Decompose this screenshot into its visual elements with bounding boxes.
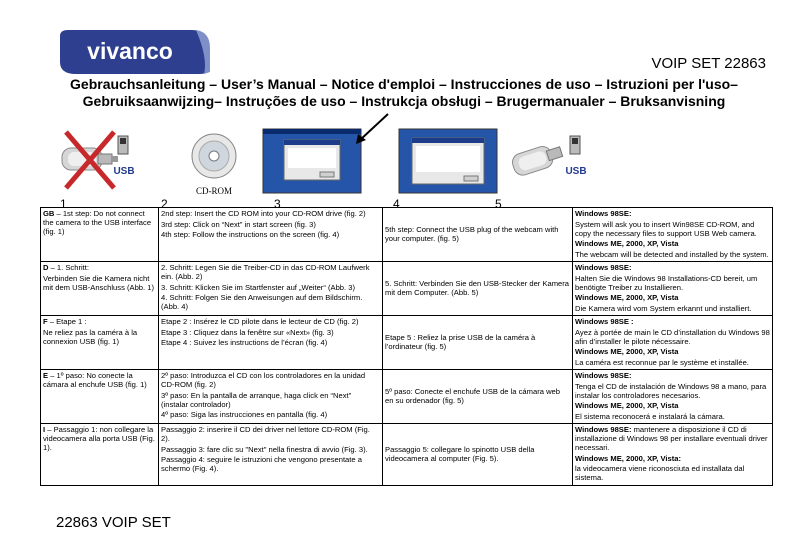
figure-strip (0, 112, 808, 204)
table-cell-col1 (41, 262, 159, 316)
table-cell-col4 (573, 316, 773, 370)
cell-paragraph (575, 293, 770, 302)
cell-bold-text: Windows 98SE : (575, 317, 634, 326)
table-cell-col3 (383, 208, 573, 262)
cell-text: – 1º paso: No conecte la cámara al enchufe USB (fig. 1) (43, 371, 147, 389)
table-cell-col2 (159, 370, 383, 424)
table-cell-col4 (573, 262, 773, 316)
cell-paragraph: Passaggio 3: fare clic su "Next" nella finestra di avvio (Fig. 3). (161, 444, 368, 454)
cell-bold-text: F (43, 317, 48, 326)
cell-text: La caméra est reconnue par le système et installée. (575, 357, 749, 367)
figure-number-2: 2 (161, 197, 168, 211)
table-cell-col4 (573, 424, 773, 486)
cd-label: CD-ROM (195, 186, 233, 196)
cell-bold-text: Windows ME, 2000, XP, Vista (575, 239, 679, 248)
cell-paragraph: 2nd step: Insert the CD ROM into your CD-ROM drive (fig. 2) (161, 209, 366, 218)
cell-paragraph: 4th step: Follow the instructions on the screen (fig. 4) (161, 230, 340, 239)
cell-text: – 1. Schritt: (48, 263, 90, 272)
cell-text: – 1st step: Do not connect the camera to the USB interface (fig. 1) (43, 209, 152, 236)
cell-paragraph (43, 371, 156, 389)
usb-label-2: USB (565, 166, 587, 177)
cell-paragraph: 5º paso: Conecte el enchufe USB de la cámara web en su ordenador (fig. 5) (385, 386, 561, 405)
table-cell-col3 (383, 262, 573, 316)
table-cell-col2 (159, 208, 383, 262)
brand-text: vivanco (87, 38, 173, 64)
figure-number-1: 1 (60, 197, 67, 211)
model-title: VOIP SET 22863 (651, 55, 766, 72)
figure-number-3: 3 (274, 197, 281, 211)
cell-bold-text: Windows 98SE: (575, 263, 632, 272)
cell-paragraph (575, 239, 770, 248)
table-cell-col2 (159, 424, 383, 486)
cell-text: Ne reliez pas la caméra à la connexion USB (fig. 1) (43, 327, 138, 346)
cell-bold-text: I (43, 425, 46, 434)
arrow-pointer-icon (354, 112, 390, 146)
table-row (41, 208, 773, 262)
cell-text: mantenere a disposizione il CD di installazione di Windows 98 per installare eventuali driver necessari. (575, 425, 768, 452)
cell-paragraph (575, 371, 770, 380)
cell-text: – Etape 1 : (47, 317, 87, 326)
cell-text: Tenga el CD de instalación de Windows 98 a mano, para instalar los controladores necesarios. (575, 381, 767, 400)
cell-text: System will ask you to insert Win98SE CD-ROM, and copy the necessary files to support USB Web camera. (575, 219, 757, 238)
cell-paragraph: Etape 3 : Cliquez dans la fenêtre sur «Next» (fig. 3) (161, 327, 334, 337)
figure-number-5: 5 (495, 197, 502, 211)
title-line-2: Gebruiksaanwijzing– Instruções de uso – Instrukcja obsługi – Brugermanualer – Bruksanvisning (82, 93, 726, 109)
cell-paragraph (575, 263, 770, 272)
footer-model: 22863 VOIP SET (56, 514, 171, 531)
cell-text: Ayez à portée de main le CD d’installation du Windows 98 afin d’installer le pilote nécessaire. (575, 327, 770, 346)
cell-paragraph (575, 401, 770, 410)
cell-paragraph (575, 274, 770, 292)
cell-paragraph (43, 317, 156, 326)
cell-paragraph (575, 304, 770, 313)
table-cell-col2 (159, 262, 383, 316)
cell-text: Verbinden Sie die Kamera nicht mit dem USB-Anschluss (Abb. 1) (43, 273, 154, 292)
cell-bold-text: Windows ME, 2000, XP, Vista (575, 347, 679, 356)
cell-paragraph (575, 412, 770, 421)
table-row (41, 370, 773, 424)
cell-paragraph (575, 317, 770, 326)
cell-paragraph: Etape 4 : Suivez les instructions de l’écran (fig. 4) (161, 338, 328, 347)
table-cell-col3 (383, 370, 573, 424)
usb-label: USB (113, 166, 135, 177)
cell-paragraph: 3rd step: Click on “Next” in start screen (fig. 3) (161, 219, 316, 229)
cell-text: The webcam will be detected and installed by the system. (575, 249, 769, 259)
cell-paragraph (575, 347, 770, 356)
usb-icon (570, 136, 580, 154)
cell-paragraph (43, 209, 156, 236)
cell-paragraph (43, 263, 156, 272)
cell-paragraph: 5th step: Connect the USB plug of the webcam with your computer. (fig. 5) (385, 224, 559, 243)
cell-bold-text: Windows 98SE: (575, 371, 632, 380)
title-line-1: Gebrauchsanleitung – User’s Manual – Notice d'emploi – Instrucciones de uso – Istruzioni per l'uso– (70, 76, 738, 92)
cell-paragraph: Passaggio 5: collegare lo spinotto USB della videocamera al computer (Fig. 5). (385, 444, 535, 463)
table-cell-col1 (41, 316, 159, 370)
table-row (41, 424, 773, 486)
cell-paragraph: Etape 2 : Insérez le CD pilote dans le lecteur de CD (fig. 2) (161, 317, 359, 326)
cell-paragraph (575, 382, 770, 400)
table-cell-col3 (383, 424, 573, 486)
cell-paragraph (43, 328, 156, 346)
table-cell-col4 (573, 208, 773, 262)
cell-paragraph (575, 220, 770, 238)
cell-paragraph (575, 464, 770, 482)
cell-bold-text: Windows ME, 2000, XP, Vista (575, 293, 679, 302)
cell-paragraph (575, 358, 770, 367)
table-cell-col4 (573, 370, 773, 424)
cell-paragraph (575, 209, 770, 218)
cell-paragraph (575, 250, 770, 259)
cell-text: la videocamera viene riconosciuta ed installata dal sistema. (575, 464, 745, 482)
cell-paragraph (43, 425, 156, 452)
figure-2-cd (182, 132, 246, 198)
table-cell-col1 (41, 370, 159, 424)
figure-1-no-usb (58, 126, 138, 192)
table-cell-col3 (383, 316, 573, 370)
cell-bold-text: D (43, 263, 49, 272)
cell-bold-text: Windows ME, 2000, XP, Vista: (575, 453, 682, 463)
cell-bold-text: Windows 98SE: (575, 425, 632, 434)
figure-3-install-screen (262, 128, 362, 194)
cell-text: Halten Sie die Windows 98 Installations-CD bereit, um benötigte Treiber zu Installieren. (575, 273, 758, 292)
cell-paragraph: 5. Schritt: Verbinden Sie den USB-Stecker der Kamera mit dem Computer. (Abb. 5) (385, 278, 570, 297)
cell-paragraph: Etape 5 : Reliez la prise USB de la caméra à l’ordinateur (fig. 5) (385, 332, 536, 351)
figure-5-connect-usb (508, 126, 592, 188)
instruction-table (40, 207, 773, 486)
cell-text: El sistema reconocerá e instalará la cámara. (575, 411, 725, 421)
cell-bold-text: E (43, 371, 49, 380)
table-row (41, 316, 773, 370)
cell-paragraph (575, 425, 770, 452)
cell-paragraph: 2. Schritt: Legen Sie die Treiber-CD in das CD-ROM Laufwerk ein. (Abb. 2) (161, 263, 370, 281)
table-row (41, 262, 773, 316)
cell-paragraph: 2º paso: Introduzca el CD con los controladores en la unidad CD-ROM (fig. 2) (161, 371, 366, 389)
usb-icon (118, 136, 128, 154)
table-cell-col1 (41, 208, 159, 262)
cell-paragraph: 3º paso: En la pantalla de arranque, haga click en “Next” (instalar controlador) (161, 390, 352, 409)
vivanco-logo (56, 28, 212, 76)
table-cell-col2 (159, 316, 383, 370)
cell-paragraph: Passaggio 4: seguire le istruzioni che vengono presentate a schermo (Fig. 4). (161, 455, 362, 473)
cell-bold-text: GB (43, 209, 55, 218)
figure-4-setup-screen (398, 128, 498, 194)
cell-bold-text: Windows 98SE: (575, 209, 632, 218)
cell-text: – Passaggio 1: non collegare la videocamera alla porta USB (Fig. 1). (43, 425, 155, 452)
cell-paragraph: 4. Schritt: Folgen Sie den Anweisungen auf dem Bildschirm. (Abb. 4) (161, 293, 363, 311)
cell-paragraph: 4º paso: Siga las instrucciones en pantalla (fig. 4) (161, 410, 328, 419)
cell-paragraph: 3. Schritt: Klicken Sie im Startfenster auf „Weiter“ (Abb. 3) (161, 282, 355, 292)
cell-paragraph: Passaggio 2: inserire il CD dei driver nel lettore CD-ROM (Fig. 2). (161, 425, 370, 443)
cell-paragraph (575, 328, 770, 346)
table-cell-col1 (41, 424, 159, 486)
cell-paragraph (43, 274, 156, 292)
cell-paragraph (575, 454, 770, 463)
cell-text: Die Kamera wird vom System erkannt und installiert. (575, 303, 752, 313)
cell-bold-text: Windows ME, 2000, XP, Vista (575, 401, 679, 410)
figure-number-4: 4 (393, 197, 400, 211)
